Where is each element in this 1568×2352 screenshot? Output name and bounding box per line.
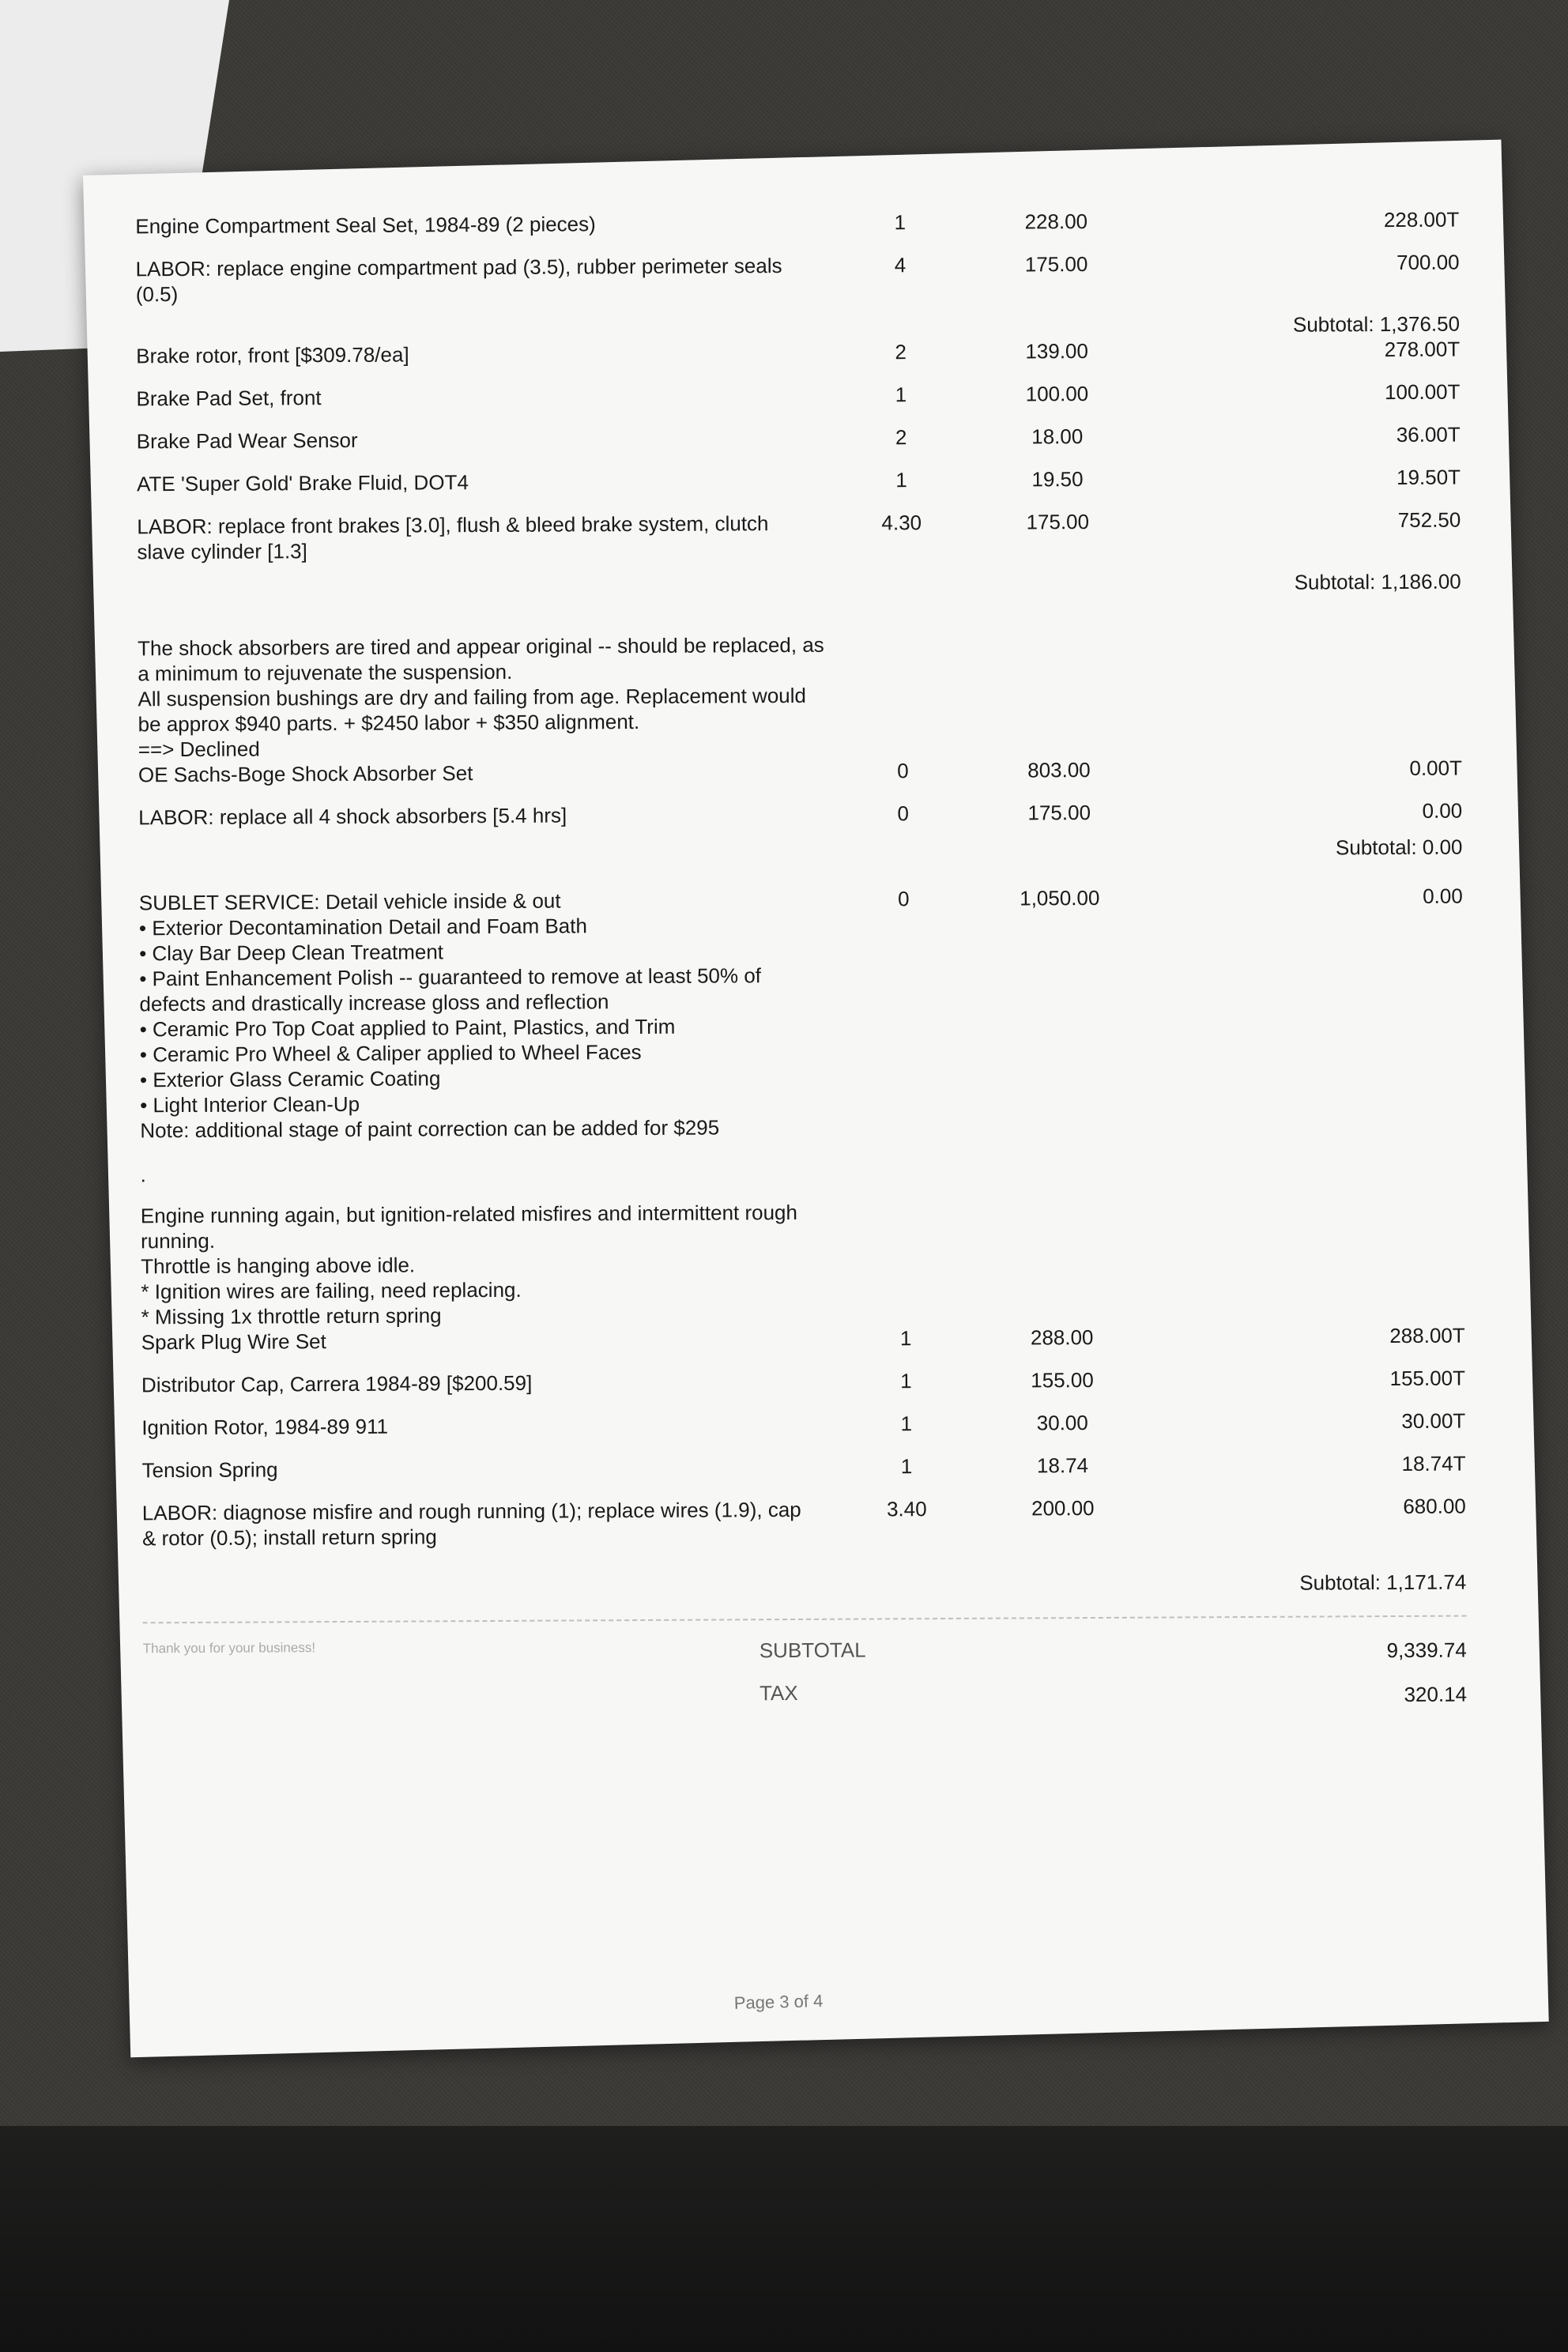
item-rate: 100.00 [1025,382,1089,406]
line-item-group-engine-seals [135,207,1460,344]
service-note-engine [141,1200,837,1330]
sublet-line: SUBLET SERVICE: Detail vehicle inside & out [138,888,561,915]
line-item-group-brakes [136,337,1461,601]
sublet-line: • Clay Bar Deep Clean Treatment [139,940,444,966]
sublet-line: • Light Interior Clean-Up [140,1091,360,1118]
item-quantity: 4.30 [881,511,922,535]
item-description: Engine Compartment Seal Set, 1984-89 (2 pieces) [135,212,596,239]
sublet-line: • Ceramic Pro Top Coat applied to Paint, Plastics, and Trim [139,1014,676,1042]
line-item-sublet [139,884,1464,1144]
item-description: Ignition Rotor, 1984-89 911 [141,1414,389,1440]
item-quantity: 2 [895,340,906,364]
item-amount: 752.50 [1397,507,1461,532]
item-rate: 288.00 [1030,1325,1094,1350]
item-description [139,887,836,1144]
item-quantity: 1 [895,383,907,407]
line-item [135,207,1459,239]
item-rate: 155.00 [1031,1368,1094,1393]
item-rate: 175.00 [1027,801,1091,825]
item-description: Distributor Cap, Carrera 1984-89 [$200.59] [141,1370,533,1397]
item-quantity: 1 [900,1412,913,1436]
item-rate: 228.00 [1024,209,1088,234]
item-amount: 0.00 [1422,798,1463,823]
page-number: Page 3 of 4 [733,1991,824,2013]
item-rate: 18.74 [1036,1453,1089,1478]
line-item [138,798,1462,831]
item-rate: 1,050.00 [1020,885,1100,910]
item-quantity: 1 [895,468,907,492]
tax-label: TAX [759,1680,798,1706]
sublet-line: • Paint Enhancement Polish -- guaranteed to remove at least 50% of defects and drastically increase gloss and reflection [139,963,762,1016]
line-item-group-ignition [141,1323,1467,1602]
note-line: Throttle is hanging above idle. [141,1253,416,1279]
sublet-line: • Exterior Glass Ceramic Coating [139,1066,441,1092]
item-amount: 680.00 [1403,1494,1466,1518]
item-quantity: 2 [895,425,907,450]
item-description: LABOR: replace all 4 shock absorbers [5.4 hrs] [138,803,567,830]
subtotal-label: SUBTOTAL [759,1638,866,1663]
sublet-line: Note: additional stage of paint correction can be added for $295 [140,1115,720,1143]
sublet-line: • Exterior Decontamination Detail and Foam Bath [138,914,587,940]
item-quantity: 1 [900,1369,912,1393]
sublet-line: • Ceramic Pro Wheel & Caliper applied to Wheel Faces [139,1040,642,1067]
item-description: Tension Spring [141,1457,278,1483]
note-line: ==> Declined [138,737,260,762]
line-item [137,507,1461,565]
item-description: Brake Pad Wear Sensor [136,428,358,454]
item-amount: 288.00T [1389,1323,1465,1348]
item-quantity: 0 [897,887,910,911]
subtotal-value: 9,339.74 [1386,1638,1467,1663]
note-line: All suspension bushings are dry and failing from age. Replacement would be approx $940 parts. + $2450 labor + $350 alignment. [138,683,807,737]
line-item [141,1408,1465,1441]
note-line: Engine running again, but ignition-related misfires and intermittent rough running. [140,1200,798,1253]
item-amount: 30.00T [1401,1408,1466,1433]
item-quantity: 4 [894,253,906,277]
group-subtotal: Subtotal: 0.00 [1335,835,1463,860]
line-item [142,1494,1466,1551]
line-item [141,1366,1465,1398]
item-rate: 19.50 [1031,467,1084,492]
item-quantity: 3.40 [886,1497,927,1521]
line-item [137,422,1461,454]
item-amount: 700.00 [1396,250,1460,274]
item-rate: 803.00 [1027,758,1091,782]
item-description: LABOR: replace front brakes [3.0], flush & bleed brake system, clutch slave cylinder [1.3] [137,511,769,564]
item-amount: 278.00T [1384,337,1461,362]
item-quantity: 0 [897,759,909,783]
item-amount: 36.00T [1396,422,1461,447]
totals-divider [143,1615,1467,1624]
line-item [141,1451,1465,1483]
item-amount: 19.50T [1396,465,1461,489]
line-item [137,465,1461,497]
line-item [136,250,1460,307]
line-item-group-shocks [138,756,1463,867]
note-line: The shock absorbers are tired and appear original -- should be replaced, as a minimum to rejuvenate the suspension. [138,632,824,686]
line-item [136,379,1460,412]
item-quantity: 1 [894,210,906,235]
item-amount: 228.00T [1383,207,1460,232]
item-quantity: 1 [899,1326,912,1351]
thank-you-message: Thank you for your business! [142,1640,316,1657]
group-subtotal: Subtotal: 1,186.00 [1294,569,1461,594]
service-note-shocks [138,632,834,763]
item-description: Spark Plug Wire Set [141,1329,326,1355]
note-line: * Missing 1x throttle return spring [141,1303,442,1329]
separator-dot: . [140,1163,146,1187]
invoice-page [83,140,1549,2058]
item-amount: 155.00T [1389,1366,1466,1391]
item-description: LABOR: replace engine compartment pad (3.5), rubber perimeter seals (0.5) [135,254,782,307]
item-rate: 175.00 [1026,510,1090,534]
item-rate: 139.00 [1025,339,1089,364]
item-amount: 0.00T [1409,756,1463,780]
background-shadow [0,2126,1568,2352]
invoice-totals [143,1625,1468,1735]
item-quantity: 0 [897,801,910,826]
item-description: Brake Pad Set, front [136,386,322,411]
item-description: OE Sachs-Boge Shock Absorber Set [138,761,473,787]
item-rate: 200.00 [1031,1496,1095,1521]
item-description: LABOR: diagnose misfire and rough running (1); replace wires (1.9), cap & rotor (0.5); install return spring [141,1497,801,1551]
invoice-body [135,207,1467,1735]
group-subtotal: Subtotal: 1,171.74 [1299,1570,1467,1595]
note-line: * Ignition wires are failing, need replacing. [141,1277,522,1304]
item-rate: 18.00 [1031,424,1084,449]
item-description: ATE 'Super Gold' Brake Fluid, DOT4 [136,470,469,496]
item-quantity: 1 [900,1454,913,1479]
group-subtotal: Subtotal: 1,376.50 [1292,311,1461,337]
item-description: Brake rotor, front [$309.78/ea] [136,342,409,368]
tax-value: 320.14 [1404,1682,1468,1706]
item-amount: 18.74T [1401,1451,1466,1476]
item-amount: 0.00 [1423,884,1463,908]
item-rate: 175.00 [1024,252,1088,277]
item-rate: 30.00 [1036,1411,1088,1435]
item-amount: 100.00T [1384,379,1461,405]
